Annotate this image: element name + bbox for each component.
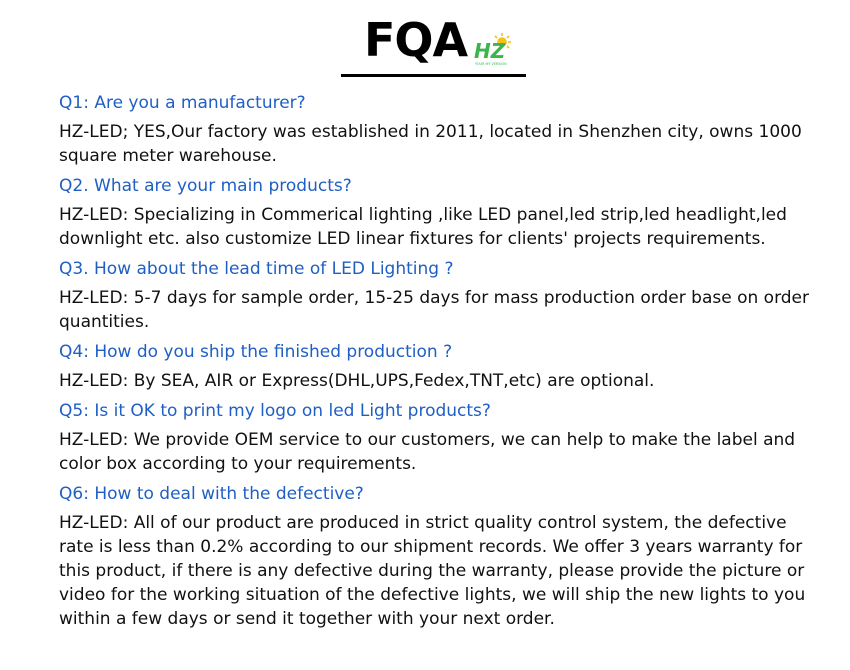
faq-answer: HZ-LED: 5-7 days for sample order, 15-25 days for mass production order base on order quantities.	[59, 288, 809, 332]
logo-text: HZ	[474, 39, 506, 63]
page-header	[0, 10, 850, 82]
faq-answer: HZ-LED: We provide OEM service to our customers, we can help to make the label and color box according to your requirements.	[59, 430, 796, 474]
hz-logo-icon	[472, 32, 518, 68]
faq-item-5	[59, 399, 819, 476]
faq-item-6	[59, 482, 819, 631]
faq-list	[59, 91, 819, 637]
page-title: FQA	[364, 13, 468, 67]
faq-question: Q2. What are your main products?	[59, 176, 352, 196]
faq-question: Q4: How do you ship the finished production ?	[59, 342, 453, 362]
logo-tagline: YOUR MY VERSION	[475, 62, 507, 66]
faq-item-4	[59, 340, 819, 393]
faq-item-2	[59, 174, 819, 251]
faq-question: Q1: Are you a manufacturer?	[59, 93, 306, 113]
title-underline	[341, 74, 526, 77]
faq-question: Q3. How about the lead time of LED Lighting ?	[59, 259, 454, 279]
faq-question: Q5: Is it OK to print my logo on led Light products?	[59, 401, 491, 421]
faq-answer: HZ-LED: By SEA, AIR or Express(DHL,UPS,Fedex,TNT,etc) are optional.	[59, 371, 655, 391]
faq-item-3	[59, 257, 819, 334]
faq-answer: HZ-LED: All of our product are produced in strict quality control system, the defective rate is less than 0.2% according to our shipment records. We offer 3 years warranty for this product, if there is any defective during the warranty, please provide the picture or video for the working situation of the defective lights, we will ship the new lights to you within a few days or send it together with your next order.	[59, 513, 806, 629]
faq-answer: HZ-LED: Specializing in Commerical lighting ,like LED panel,led strip,led headlight,led downlight etc. also customize LED linear fixtures for clients' projects requirements.	[59, 205, 787, 249]
faq-answer: HZ-LED; YES,Our factory was established in 2011, located in Shenzhen city, owns 1000 square meter warehouse.	[59, 122, 802, 166]
faq-item-1	[59, 91, 819, 168]
faq-question: Q6: How to deal with the defective?	[59, 484, 364, 504]
